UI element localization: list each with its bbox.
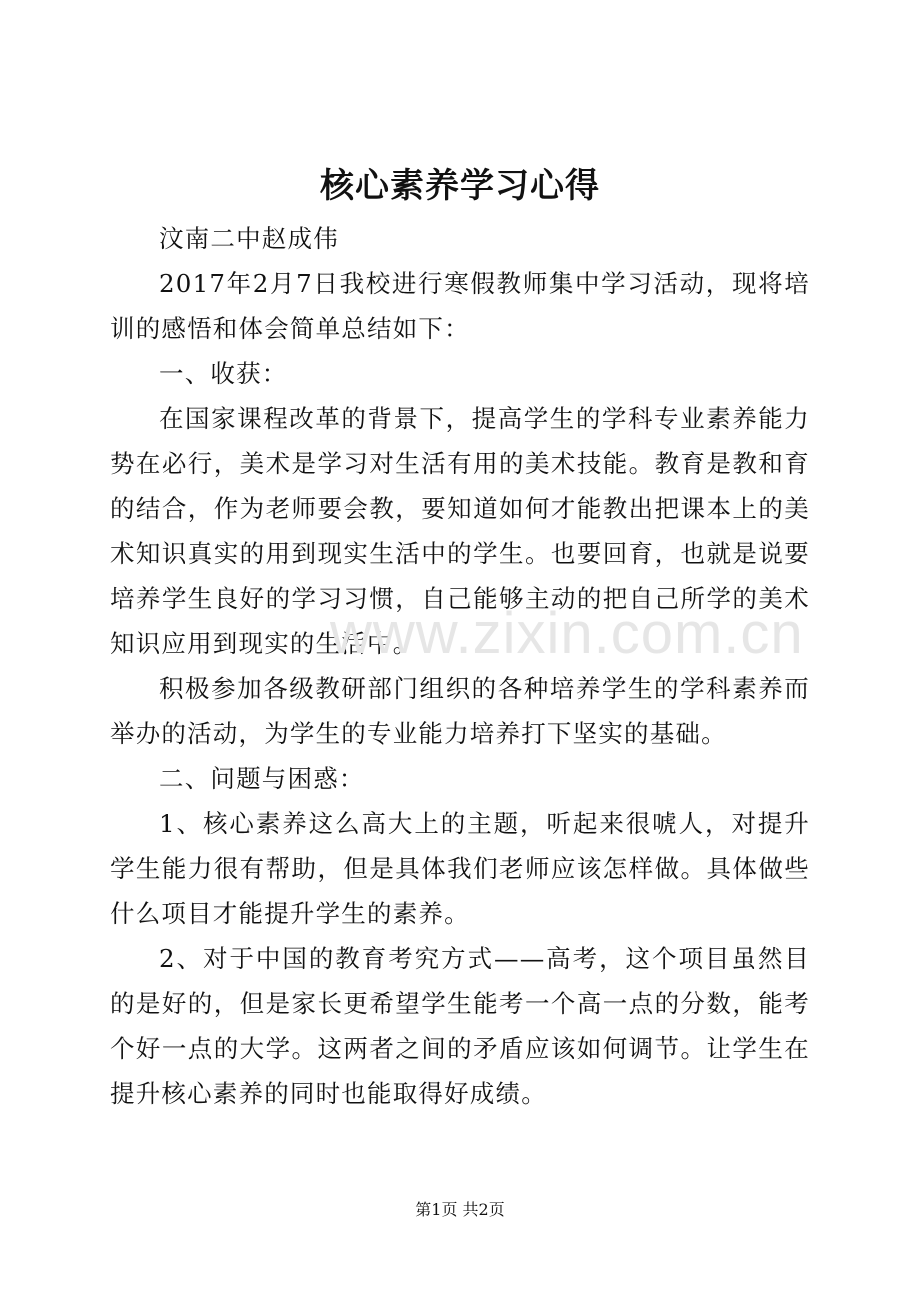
site-watermark: www.zixin.com.cn [330,601,804,666]
gains-paragraph-2: 积极参加各级教研部门组织的各种培养学生的学科素养而举办的活动，为学生的专业能力培养打下坚实的基础。 [110,674,810,748]
page-number-footer: 第1页 共2页 [415,1200,505,1219]
document-title: 核心素养学习心得 [320,166,600,206]
document-body [110,216,810,1116]
section-heading-gains: 一、收获： [159,359,288,388]
section-heading-problems: 二、问题与困惑： [159,764,365,793]
gains-paragraph-1: 在国家课程改革的背景下，提高学生的学科专业素养能力势在必行，美术是学习对生活有用的美术技能。教育是教和育的结合，作为老师要会教，要知道如何才能教出把课本上的美术知识真实的用到现实生活中的学生。也要回育，也就是说要培养学生良好的学习习惯，自己能够主动的把自己所学的美术知识应用到现实的生活中。 [110,404,810,658]
author-line: 汶南二中赵成伟 [159,224,339,253]
problem-paragraph-1: 1、核心素养这么高大上的主题，听起来很唬人，对提升学生能力很有帮助，但是具体我们老师应该怎样做。具体做些什么项目才能提升学生的素养。 [110,809,810,928]
problem-paragraph-2: 2、对于中国的教育考究方式——高考，这个项目虽然目的是好的，但是家长更希望学生能考一个高一点的分数，能考个好一点的大学。这两者之间的矛盾应该如何调节。让学生在提升核心素养的同时也能取得好成绩。 [110,944,810,1108]
intro-paragraph: 2017年2月7日我校进行寒假教师集中学习活动，现将培训的感悟和体会简单总结如下： [110,269,810,343]
